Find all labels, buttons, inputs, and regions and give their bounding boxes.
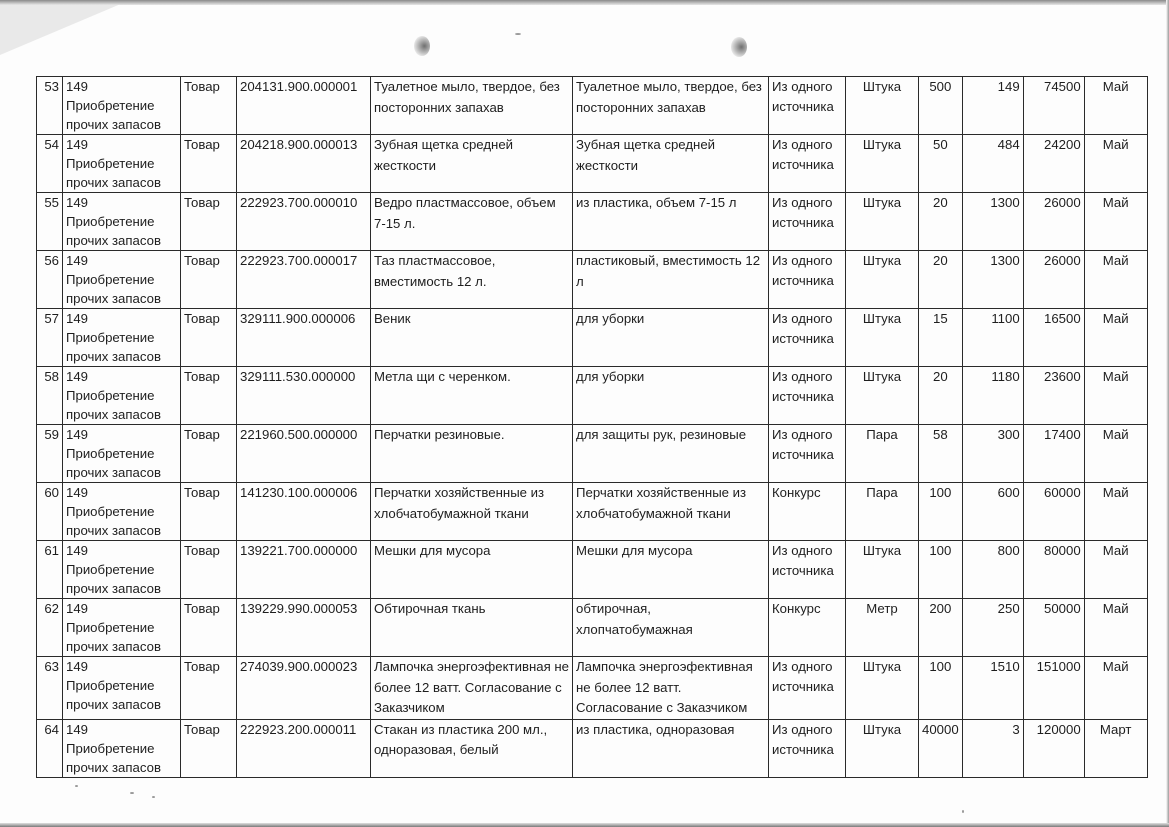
account-cell [63, 719, 181, 777]
account-code: 149 [66, 543, 89, 558]
total-sum: 120000 [1023, 719, 1084, 777]
quantity: 100 [919, 657, 963, 720]
item-spec: для защиты рук, резиновые [573, 425, 769, 483]
unit: Штука [846, 657, 919, 720]
account-cell [63, 657, 181, 720]
total-sum: 50000 [1023, 599, 1084, 657]
table-row [37, 251, 1148, 309]
quantity: 50 [919, 135, 963, 193]
month: Май [1084, 541, 1147, 599]
unit-price: 1300 [962, 193, 1023, 251]
account-name: Приобретение прочих запасов [66, 214, 161, 248]
scan-edge-top [0, 0, 1169, 5]
account-code: 149 [66, 601, 89, 616]
item-type: Товар [181, 309, 237, 367]
unit-price: 300 [962, 425, 1023, 483]
total-sum: 23600 [1023, 367, 1084, 425]
row-number: 56 [37, 251, 63, 309]
item-spec: пластиковый, вместимость 12 л [573, 251, 769, 309]
item-spec: Туалетное мыло, твердое, без посторонних запахав [573, 77, 769, 135]
total-sum: 17400 [1023, 425, 1084, 483]
quantity: 40000 [919, 719, 963, 777]
row-number: 62 [37, 599, 63, 657]
item-spec: Мешки для мусора [573, 541, 769, 599]
month: Май [1084, 251, 1147, 309]
item-spec: для уборки [573, 309, 769, 367]
account-name: Приобретение прочих запасов [66, 446, 161, 480]
month: Май [1084, 309, 1147, 367]
item-type: Товар [181, 135, 237, 193]
account-name: Приобретение прочих запасов [66, 504, 161, 538]
month: Май [1084, 657, 1147, 720]
account-name: Приобретение прочих запасов [66, 98, 161, 132]
item-name: Перчатки резиновые. [371, 425, 573, 483]
row-number: 59 [37, 425, 63, 483]
item-name: Стакан из пластика 200 мл., одноразовая, белый [371, 719, 573, 777]
table-row [37, 719, 1148, 777]
account-name: Приобретение прочих запасов [66, 740, 161, 775]
total-sum: 60000 [1023, 483, 1084, 541]
item-spec: для уборки [573, 367, 769, 425]
item-spec: из пластика, объем 7-15 л [573, 193, 769, 251]
row-number: 58 [37, 367, 63, 425]
month: Март [1084, 719, 1147, 777]
account-code: 149 [66, 253, 89, 268]
row-number: 64 [37, 719, 63, 777]
procurement-method: Из одного источника [769, 719, 846, 777]
month: Май [1084, 367, 1147, 425]
unit-price: 800 [962, 541, 1023, 599]
unit: Метр [846, 599, 919, 657]
unit: Штука [846, 309, 919, 367]
account-cell [63, 193, 181, 251]
account-code: 149 [66, 79, 89, 94]
quantity: 100 [919, 541, 963, 599]
total-sum: 151000 [1023, 657, 1084, 720]
item-code: 221960.500.000000 [237, 425, 371, 483]
unit: Штука [846, 541, 919, 599]
account-name: Приобретение прочих запасов [66, 562, 161, 596]
item-name: Ведро пластмассовое, объем 7-15 л. [371, 193, 573, 251]
item-name: Веник [371, 309, 573, 367]
item-code: 222923.700.000010 [237, 193, 371, 251]
procurement-method: Из одного источника [769, 193, 846, 251]
item-name: Обтирочная ткань [371, 599, 573, 657]
table-row [37, 483, 1148, 541]
total-sum: 24200 [1023, 135, 1084, 193]
account-code: 149 [66, 659, 89, 674]
row-number: 63 [37, 657, 63, 720]
unit: Штука [846, 251, 919, 309]
item-code: 139221.700.000000 [237, 541, 371, 599]
unit-price: 1300 [962, 251, 1023, 309]
item-code: 139229.990.000053 [237, 599, 371, 657]
total-sum: 80000 [1023, 541, 1084, 599]
table-row [37, 425, 1148, 483]
procurement-method: Из одного источника [769, 425, 846, 483]
unit-price: 1180 [962, 367, 1023, 425]
account-name: Приобретение прочих запасов [66, 678, 161, 712]
item-type: Товар [181, 193, 237, 251]
item-name: Метла щи с черенком. [371, 367, 573, 425]
unit-price: 1100 [962, 309, 1023, 367]
scan-speck [130, 792, 134, 794]
item-code: 274039.900.000023 [237, 657, 371, 720]
unit: Пара [846, 483, 919, 541]
quantity: 20 [919, 367, 963, 425]
quantity: 100 [919, 483, 963, 541]
procurement-table [36, 76, 1148, 778]
item-code: 329111.900.000006 [237, 309, 371, 367]
item-type: Товар [181, 251, 237, 309]
item-code: 329111.530.000000 [237, 367, 371, 425]
account-code: 149 [66, 137, 89, 152]
scan-speck [515, 33, 521, 35]
item-type: Товар [181, 599, 237, 657]
procurement-method: Из одного источника [769, 541, 846, 599]
account-cell [63, 309, 181, 367]
month: Май [1084, 193, 1147, 251]
total-sum: 74500 [1023, 77, 1084, 135]
month: Май [1084, 483, 1147, 541]
item-spec: Перчатки хозяйственные из хлобчатобумажной ткани [573, 483, 769, 541]
item-type: Товар [181, 483, 237, 541]
item-code: 204218.900.000013 [237, 135, 371, 193]
table-row [37, 309, 1148, 367]
procurement-method: Конкурс [769, 483, 846, 541]
procurement-method: Из одного источника [769, 77, 846, 135]
table-row [37, 77, 1148, 135]
unit: Штука [846, 367, 919, 425]
item-name: Туалетное мыло, твердое, без посторонних запахав [371, 77, 573, 135]
account-name: Приобретение прочих запасов [66, 388, 161, 422]
account-code: 149 [66, 195, 89, 210]
account-code: 149 [66, 311, 89, 326]
item-code: 204131.900.000001 [237, 77, 371, 135]
item-spec: обтирочная, хлопчатобумажная [573, 599, 769, 657]
account-name: Приобретение прочих запасов [66, 272, 161, 306]
month: Май [1084, 599, 1147, 657]
account-cell [63, 135, 181, 193]
account-cell [63, 251, 181, 309]
total-sum: 16500 [1023, 309, 1084, 367]
row-number: 55 [37, 193, 63, 251]
account-name: Приобретение прочих запасов [66, 620, 161, 654]
unit-price: 149 [962, 77, 1023, 135]
procurement-method: Из одного источника [769, 309, 846, 367]
item-spec: Зубная щетка средней жесткости [573, 135, 769, 193]
procurement-method: Из одного источника [769, 135, 846, 193]
account-code: 149 [66, 369, 89, 384]
scan-speck [962, 810, 964, 813]
item-spec: Лампочка энергоэфективная не более 12 ватт. Согласование с Заказчиком [573, 657, 769, 720]
row-number: 61 [37, 541, 63, 599]
row-number: 57 [37, 309, 63, 367]
punch-hole-right [731, 37, 747, 57]
item-type: Товар [181, 657, 237, 720]
total-sum: 26000 [1023, 251, 1084, 309]
scan-edge-bottom [0, 823, 1169, 827]
row-number: 60 [37, 483, 63, 541]
quantity: 15 [919, 309, 963, 367]
account-code: 149 [66, 427, 89, 442]
month: Май [1084, 425, 1147, 483]
unit: Штука [846, 193, 919, 251]
unit-price: 3 [962, 719, 1023, 777]
item-name: Мешки для мусора [371, 541, 573, 599]
procurement-method: Конкурс [769, 599, 846, 657]
item-name: Лампочка энергоэфективная не более 12 ватт. Согласование с Заказчиком [371, 657, 573, 720]
unit-price: 600 [962, 483, 1023, 541]
unit: Пара [846, 425, 919, 483]
quantity: 200 [919, 599, 963, 657]
table-row [37, 541, 1148, 599]
item-type: Товар [181, 719, 237, 777]
month: Май [1084, 135, 1147, 193]
account-cell [63, 367, 181, 425]
account-code: 149 [66, 721, 89, 737]
item-code: 141230.100.000006 [237, 483, 371, 541]
item-name: Зубная щетка средней жесткости [371, 135, 573, 193]
account-code: 149 [66, 485, 89, 500]
account-cell [63, 77, 181, 135]
scan-speck [152, 796, 155, 798]
table-row [37, 657, 1148, 720]
item-type: Товар [181, 367, 237, 425]
row-number: 53 [37, 77, 63, 135]
procurement-method: Из одного источника [769, 367, 846, 425]
account-name: Приобретение прочих запасов [66, 330, 161, 364]
account-cell [63, 541, 181, 599]
item-type: Товар [181, 541, 237, 599]
item-code: 222923.700.000017 [237, 251, 371, 309]
month: Май [1084, 77, 1147, 135]
total-sum: 26000 [1023, 193, 1084, 251]
account-cell [63, 599, 181, 657]
item-code: 222923.200.000011 [237, 719, 371, 777]
quantity: 58 [919, 425, 963, 483]
punch-hole-left [414, 36, 430, 56]
unit-price: 484 [962, 135, 1023, 193]
scan-shadow [0, 0, 130, 55]
item-type: Товар [181, 77, 237, 135]
row-number: 54 [37, 135, 63, 193]
item-name: Таз пластмассовое, вместимость 12 л. [371, 251, 573, 309]
table-row [37, 135, 1148, 193]
unit-price: 250 [962, 599, 1023, 657]
procurement-method: Из одного источника [769, 251, 846, 309]
scan-speck [75, 785, 78, 787]
quantity: 20 [919, 193, 963, 251]
table-row [37, 193, 1148, 251]
procurement-method: Из одного источника [769, 657, 846, 720]
item-name: Перчатки хозяйственные из хлобчатобумажной ткани [371, 483, 573, 541]
unit: Штука [846, 135, 919, 193]
item-type: Товар [181, 425, 237, 483]
item-spec: из пластика, одноразовая [573, 719, 769, 777]
table-row [37, 367, 1148, 425]
account-cell [63, 425, 181, 483]
table-row [37, 599, 1148, 657]
quantity: 500 [919, 77, 963, 135]
unit: Штука [846, 77, 919, 135]
unit: Штука [846, 719, 919, 777]
quantity: 20 [919, 251, 963, 309]
account-cell [63, 483, 181, 541]
unit-price: 1510 [962, 657, 1023, 720]
account-name: Приобретение прочих запасов [66, 156, 161, 190]
